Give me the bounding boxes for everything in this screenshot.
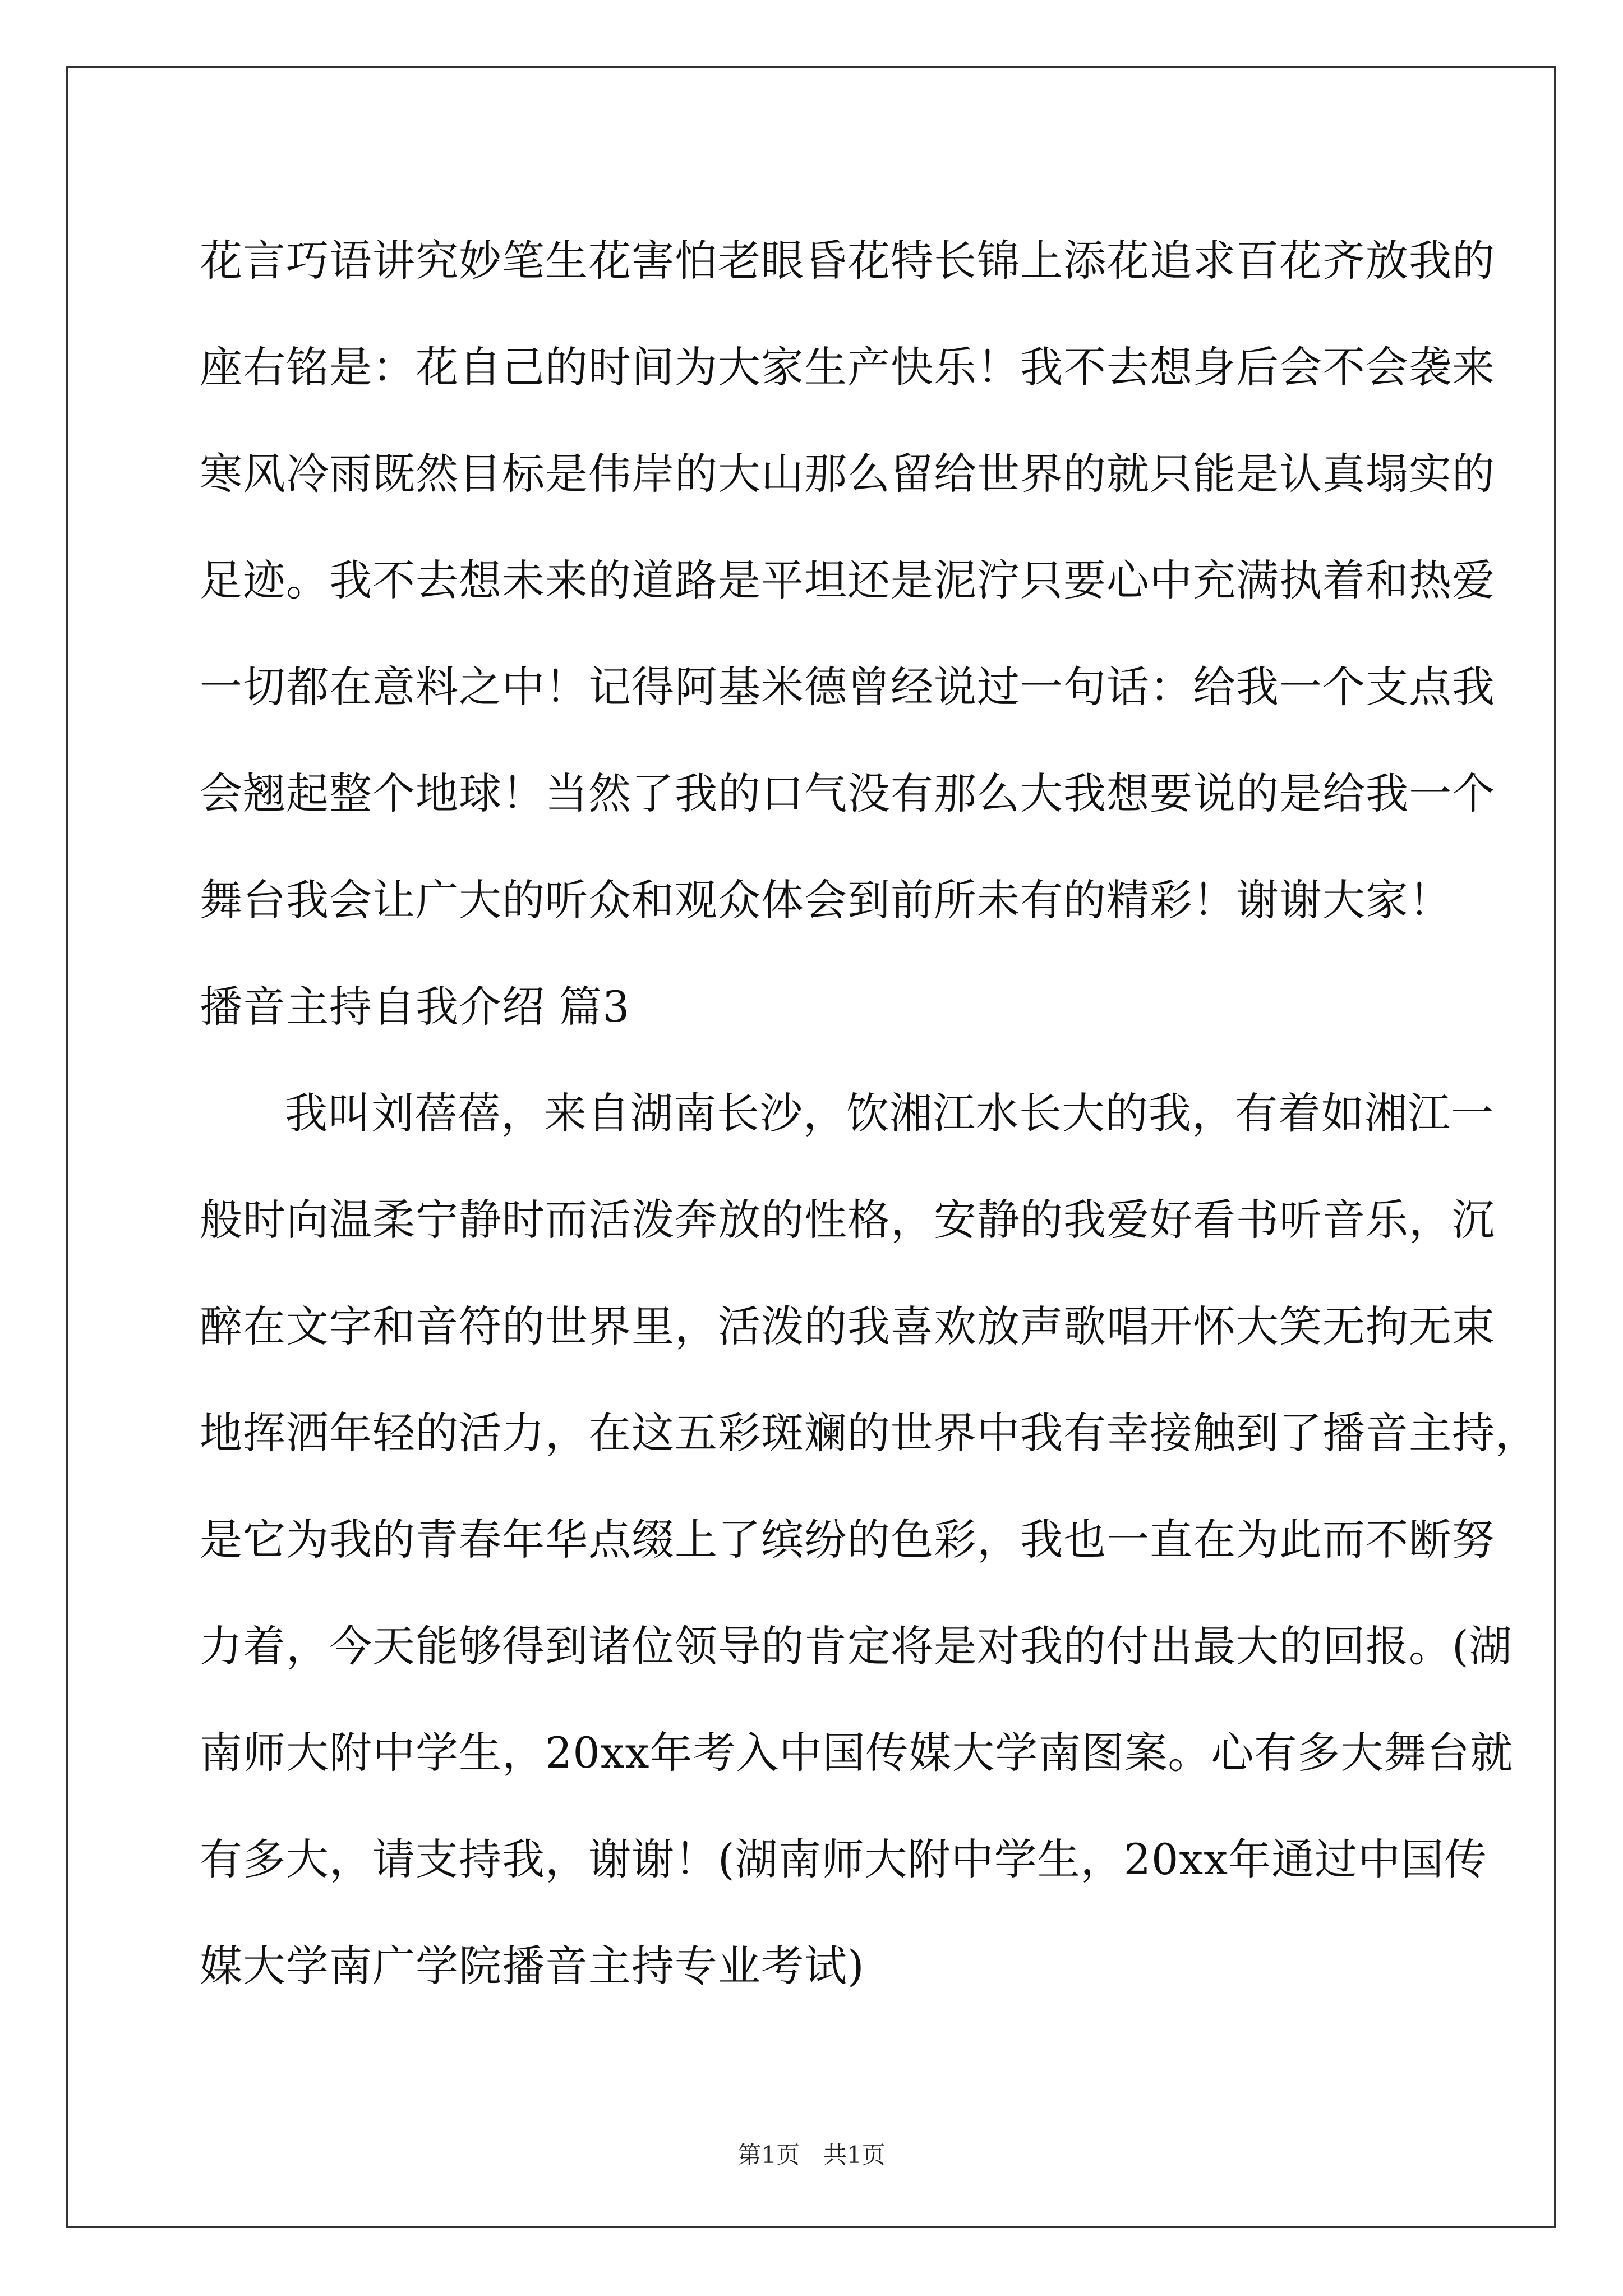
text-line: 醉在文字和音符的世界里，活泼的我喜欢放声歌唱开怀大笑无拘无束	[200, 1301, 1495, 1351]
text-line: 媒大学南广学院播音主持专业考试)	[200, 1941, 865, 1991]
text-line: 有多大，请支持我，谢谢！(湖南师大附中学生，20xx年通过中国传	[200, 1834, 1488, 1884]
text-line: 寒风冷雨既然目标是伟岸的大山那么留给世界的就只能是认真塌实的	[200, 449, 1495, 499]
text-line: 舞台我会让广大的听众和观众体会到前所未有的精彩！谢谢大家！	[200, 875, 1452, 925]
text-line: 花言巧语讲究妙笔生花害怕老眼昏花特长锦上添花追求百花齐放我的	[200, 236, 1495, 286]
text-line: 地挥洒年轻的活力，在这五彩斑斓的世界中我有幸接触到了播音主持，	[200, 1408, 1538, 1458]
text-line: 般时向温柔宁静时而活泼奔放的性格，安静的我爱好看书听音乐，沉	[200, 1195, 1495, 1245]
page-number-footer: 第1页 共1页	[737, 2141, 886, 2169]
section-heading: 播音主持自我介绍 篇3	[200, 982, 630, 1032]
text-line: 足迹。我不去想未来的道路是平坦还是泥泞只要心中充满执着和热爱	[200, 555, 1495, 605]
text-line: 座右铭是：花自己的时间为大家生产快乐！我不去想身后会不会袭来	[200, 342, 1495, 392]
text-line: 一切都在意料之中！记得阿基米德曾经说过一句话：给我一个支点我	[200, 662, 1495, 712]
document-body	[200, 208, 1538, 2019]
text-line: 会翘起整个地球！当然了我的口气没有那么大我想要说的是给我一个	[200, 769, 1495, 818]
text-line: 是它为我的青春年华点缀上了缤纷的色彩，我也一直在为此而不断努	[200, 1515, 1495, 1565]
paragraph-2	[200, 1060, 1538, 2019]
text-line: 力着，今天能够得到诸位领导的肯定将是对我的付出最大的回报。(湖	[200, 1621, 1513, 1671]
text-line: 我叫刘蓓蓓，来自湖南长沙，饮湘江水长大的我，有着如湘江一	[285, 1088, 1494, 1138]
text-line: 南师大附中学生，20xx年考入中国传媒大学南图案。心有多大舞台就	[200, 1728, 1514, 1778]
paragraph-1	[200, 208, 1495, 954]
